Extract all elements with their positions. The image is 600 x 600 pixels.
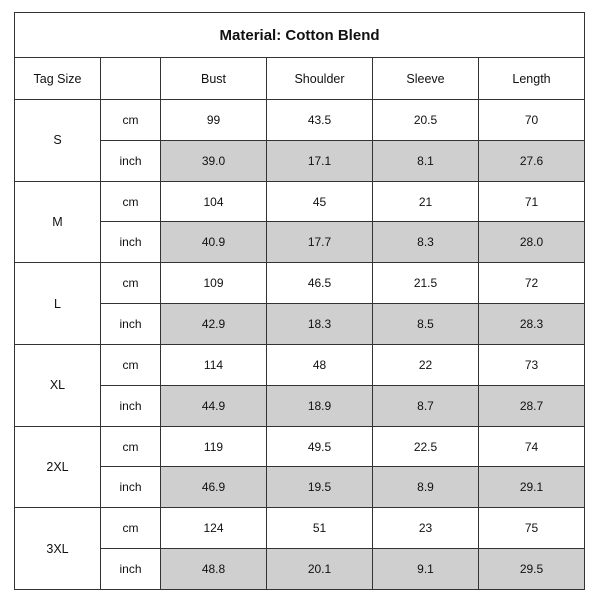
table-title: Material: Cotton Blend: [15, 13, 585, 58]
header-shoulder: Shoulder: [267, 58, 373, 100]
sleeve-cm-value: 21: [373, 181, 479, 222]
shoulder-cm-value: 46.5: [267, 263, 373, 304]
unit-label: inch: [101, 222, 161, 263]
bust-inch-value: 46.9: [161, 467, 267, 508]
unit-label: cm: [101, 263, 161, 304]
size-label: M: [15, 181, 101, 263]
table-row: [15, 385, 585, 426]
bust-cm-value: 109: [161, 263, 267, 304]
shoulder-inch-value: 18.3: [267, 304, 373, 345]
bust-cm-value: 124: [161, 508, 267, 549]
table-row: [15, 100, 585, 141]
length-inch-value: 28.7: [479, 385, 585, 426]
length-cm-value: 70: [479, 100, 585, 141]
table-row: [15, 222, 585, 263]
unit-label: inch: [101, 304, 161, 345]
unit-label: cm: [101, 426, 161, 467]
length-cm-value: 72: [479, 263, 585, 304]
sleeve-inch-value: 8.7: [373, 385, 479, 426]
bust-inch-value: 44.9: [161, 385, 267, 426]
size-label: S: [15, 100, 101, 182]
table-row: [15, 304, 585, 345]
sleeve-inch-value: 9.1: [373, 549, 479, 590]
length-cm-value: 75: [479, 508, 585, 549]
bust-cm-value: 119: [161, 426, 267, 467]
sleeve-inch-value: 8.5: [373, 304, 479, 345]
size-chart-table: [14, 12, 585, 590]
header-length: Length: [479, 58, 585, 100]
table-row: [15, 344, 585, 385]
length-cm-value: 74: [479, 426, 585, 467]
header-bust: Bust: [161, 58, 267, 100]
length-inch-value: 29.5: [479, 549, 585, 590]
sleeve-cm-value: 23: [373, 508, 479, 549]
shoulder-cm-value: 49.5: [267, 426, 373, 467]
shoulder-inch-value: 19.5: [267, 467, 373, 508]
table-row: [15, 549, 585, 590]
header-sleeve: Sleeve: [373, 58, 479, 100]
unit-label: inch: [101, 140, 161, 181]
table-row: [15, 263, 585, 304]
header-tag-size: Tag Size: [15, 58, 101, 100]
bust-inch-value: 48.8: [161, 549, 267, 590]
sleeve-inch-value: 8.9: [373, 467, 479, 508]
size-label: 3XL: [15, 508, 101, 590]
table-row: [15, 467, 585, 508]
unit-label: inch: [101, 385, 161, 426]
bust-cm-value: 114: [161, 344, 267, 385]
bust-inch-value: 39.0: [161, 140, 267, 181]
unit-label: cm: [101, 508, 161, 549]
length-cm-value: 73: [479, 344, 585, 385]
sleeve-cm-value: 20.5: [373, 100, 479, 141]
bust-inch-value: 40.9: [161, 222, 267, 263]
length-inch-value: 28.0: [479, 222, 585, 263]
sleeve-inch-value: 8.1: [373, 140, 479, 181]
unit-label: cm: [101, 181, 161, 222]
sleeve-inch-value: 8.3: [373, 222, 479, 263]
header-unit: [101, 58, 161, 100]
size-label: XL: [15, 344, 101, 426]
bust-inch-value: 42.9: [161, 304, 267, 345]
sleeve-cm-value: 22.5: [373, 426, 479, 467]
bust-cm-value: 99: [161, 100, 267, 141]
length-inch-value: 27.6: [479, 140, 585, 181]
table-row: [15, 508, 585, 549]
size-rows: [15, 100, 585, 590]
size-label: L: [15, 263, 101, 345]
unit-label: inch: [101, 549, 161, 590]
sleeve-cm-value: 21.5: [373, 263, 479, 304]
unit-label: cm: [101, 100, 161, 141]
length-cm-value: 71: [479, 181, 585, 222]
sleeve-cm-value: 22: [373, 344, 479, 385]
header-row: [15, 58, 585, 100]
unit-label: cm: [101, 344, 161, 385]
bust-cm-value: 104: [161, 181, 267, 222]
shoulder-cm-value: 43.5: [267, 100, 373, 141]
table-row: [15, 140, 585, 181]
table-row: [15, 426, 585, 467]
table-row: [15, 181, 585, 222]
size-label: 2XL: [15, 426, 101, 508]
shoulder-inch-value: 18.9: [267, 385, 373, 426]
shoulder-inch-value: 20.1: [267, 549, 373, 590]
unit-label: inch: [101, 467, 161, 508]
length-inch-value: 29.1: [479, 467, 585, 508]
shoulder-cm-value: 45: [267, 181, 373, 222]
shoulder-inch-value: 17.1: [267, 140, 373, 181]
shoulder-inch-value: 17.7: [267, 222, 373, 263]
shoulder-cm-value: 51: [267, 508, 373, 549]
length-inch-value: 28.3: [479, 304, 585, 345]
shoulder-cm-value: 48: [267, 344, 373, 385]
